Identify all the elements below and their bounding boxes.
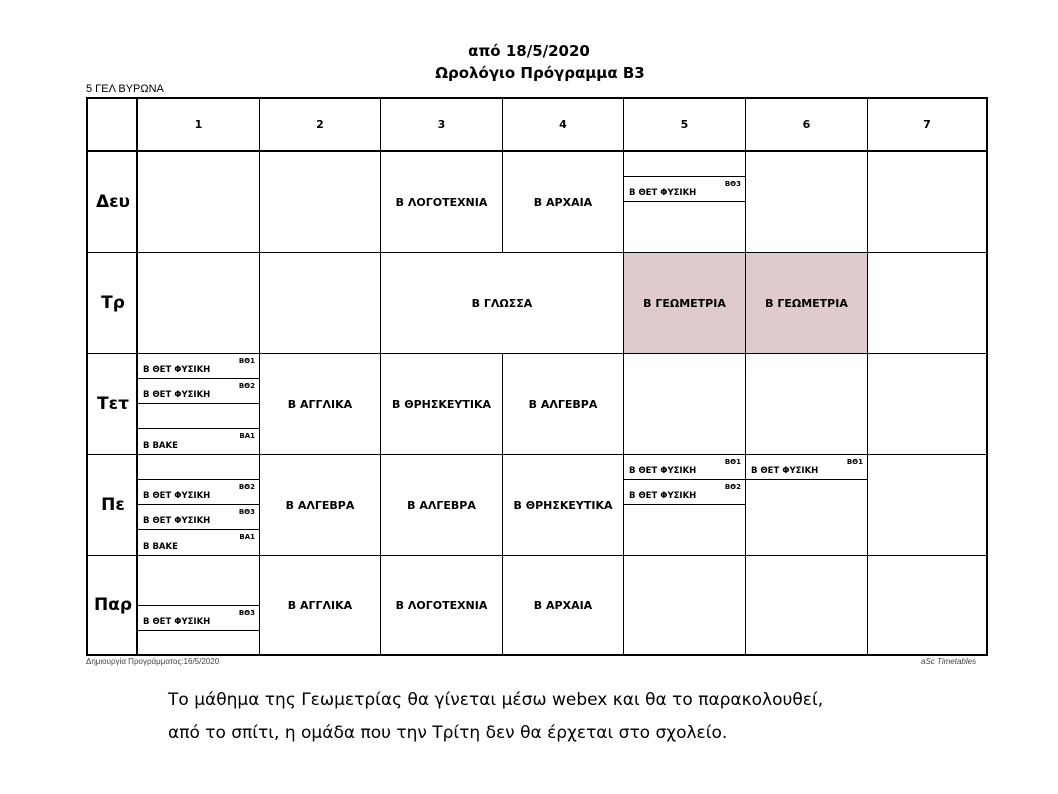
lesson-cell: Β ΑΓΓΛΙΚΑ [287,397,353,411]
group-lesson [138,606,259,631]
column-divider [867,99,868,654]
group-lesson-label: Β ΒΑΚΕ [143,441,178,451]
lesson-cell: Β ΑΛΓΕΒΡΑ [285,498,355,512]
group-code: ΒΘ2 [238,382,255,390]
group-lesson [138,505,259,530]
period-header: 1 [194,117,203,131]
period-header: 7 [923,117,931,131]
lesson-cell: Β ΘΡΗΣΚΕΥΤΙΚΑ [513,498,613,512]
period-header: 5 [680,117,689,131]
group-code: ΒΘ1 [724,458,741,466]
empty-group-slot [138,581,259,606]
day-label: Τετ [97,394,129,414]
period-header: 2 [316,117,324,131]
day-label: Παρ [93,595,133,615]
lesson-cell: Β ΓΛΩΣΣΑ [471,296,533,310]
group-lesson-label: Β ΘΕΤ ΦΥΣΙΚΗ [143,516,211,526]
group-lesson [624,177,745,202]
note-line: Το μάθημα της Γεωμετρίας θα γίνεται μέσω webex και θα το παρακολουθεί, [168,690,824,710]
group-lesson-label: Β ΘΕΤ ΦΥΣΙΚΗ [143,491,211,501]
group-code: ΒΑ1 [239,432,255,440]
creation-date: Δημιουργία Προγράμματος:16/5/2020 [86,657,220,666]
lesson-cell: Β ΑΡΧΑΙΑ [533,195,593,209]
lesson-split-cell [138,556,259,654]
day-label: Δευ [95,192,131,212]
group-code: ΒΘ3 [238,609,255,617]
timetable-date: από 18/5/2020 [468,42,590,60]
group-lesson-label: Β ΘΕΤ ΦΥΣΙΚΗ [629,491,697,501]
column-divider [745,99,746,654]
period-header: 4 [559,117,567,131]
lesson-cell: Β ΓΕΩΜΕΤΡΙΑ [765,296,848,310]
lesson-cell: Β ΑΓΓΛΙΚΑ [287,598,353,612]
group-lesson-label: Β ΒΑΚΕ [143,542,178,552]
lesson-cell: Β ΑΛΓΕΒΡΑ [528,397,598,411]
group-lesson [746,455,867,480]
day-label: Τρ [101,293,125,313]
group-lesson [138,354,259,379]
lesson-split-cell [624,455,745,555]
group-code: ΒΘ2 [238,483,255,491]
lesson-split-cell [624,152,745,252]
lesson-cell: Β ΓΕΩΜΕΤΡΙΑ [643,296,726,310]
empty-group-slot [138,455,259,480]
group-lesson-label: Β ΘΕΤ ΦΥΣΙΚΗ [751,466,819,476]
school-name: 5 ΓΕΛ ΒΥΡΩΝΑ [86,83,164,95]
group-lesson-label: Β ΘΕΤ ΦΥΣΙΚΗ [629,466,697,476]
group-lesson-label: Β ΘΕΤ ΦΥΣΙΚΗ [143,390,211,400]
empty-group-slot [138,404,259,429]
period-header: 3 [437,117,446,131]
group-lesson [138,530,259,555]
day-label: Πε [101,495,125,515]
group-lesson [624,480,745,505]
period-header: 6 [802,117,811,131]
group-code: ΒΘ3 [238,508,255,516]
group-lesson [138,480,259,505]
group-code: ΒΘ3 [724,180,741,188]
lesson-cell: Β ΑΡΧΑΙΑ [533,598,593,612]
group-code: ΒΘ2 [724,483,741,491]
lesson-split-cell [746,455,867,555]
group-code: ΒΘ1 [238,357,255,365]
group-lesson [138,379,259,404]
note-line: από το σπίτι, η ομάδα που την Τρίτη δεν θα έρχεται στο σχολείο. [168,723,728,743]
lesson-cell: Β ΑΛΓΕΒΡΑ [407,498,476,512]
group-code: ΒΘ1 [846,458,863,466]
group-lesson [624,455,745,480]
group-code: ΒΑ1 [239,533,255,541]
lesson-cell: Β ΛΟΓΟΤΕΧΝΙΑ [395,598,488,612]
timetable-grid [86,97,988,656]
group-lesson [138,429,259,454]
lesson-cell: Β ΘΡΗΣΚΕΥΤΙΚΑ [392,397,491,411]
group-lesson-label: Β ΘΕΤ ΦΥΣΙΚΗ [143,365,211,375]
timetable-title: Ωρολόγιο Πρόγραμμα Β3 [435,64,645,82]
group-lesson-label: Β ΘΕΤ ΦΥΣΙΚΗ [629,188,697,198]
empty-group-slot [624,152,745,177]
group-lesson-label: Β ΘΕΤ ΦΥΣΙΚΗ [143,617,211,627]
brand-label: aSc Timetables [921,657,977,666]
lesson-cell: Β ΛΟΓΟΤΕΧΝΙΑ [395,195,488,209]
lesson-split-cell [138,354,259,454]
lesson-split-cell [138,455,259,555]
